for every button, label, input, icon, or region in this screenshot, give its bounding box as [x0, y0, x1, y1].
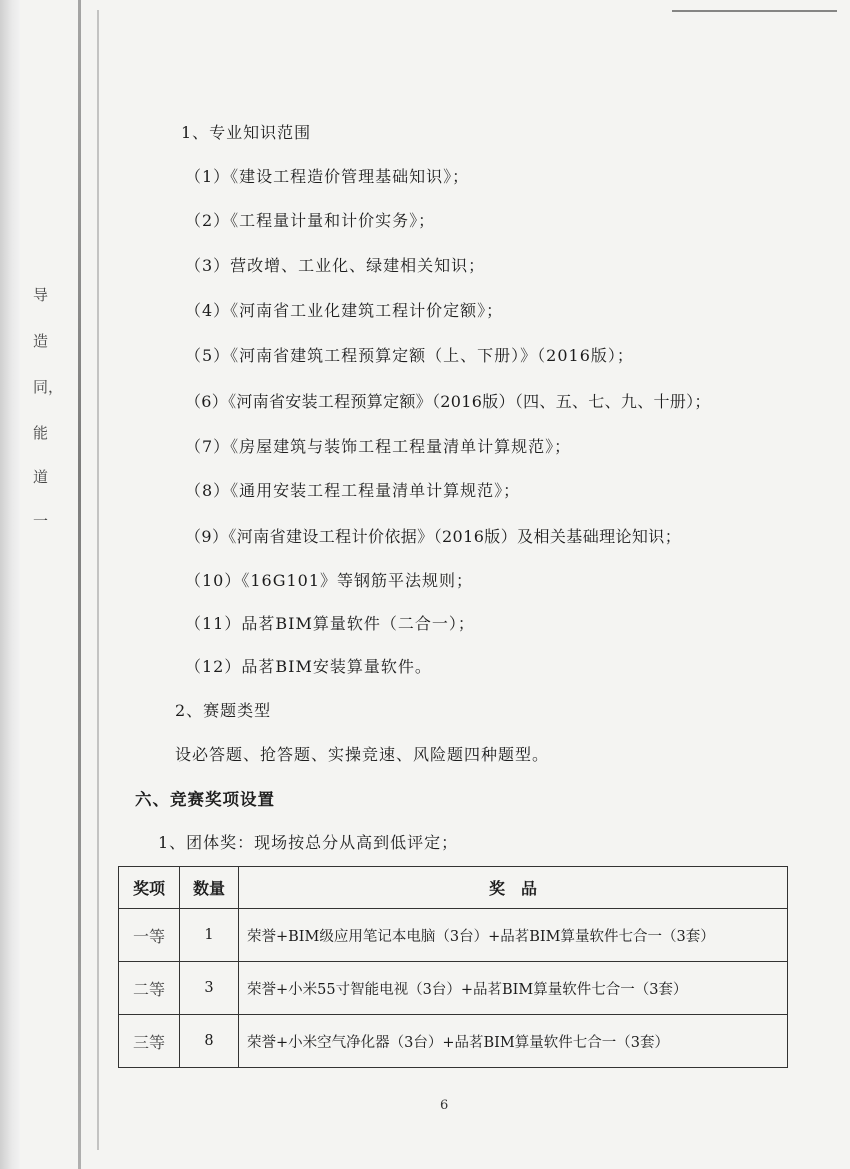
table-row: [119, 962, 788, 1015]
table-row: [119, 1015, 788, 1068]
list-item: （11）品茗BIM算量软件（二合一）；: [185, 614, 475, 633]
scan-left-edge: [0, 0, 20, 1169]
table-header-row: [119, 867, 788, 909]
binding-shadow-line-secondary: [97, 10, 99, 1150]
header-prize: 奖 品: [239, 867, 788, 909]
cell-prize: 荣誉+小米55寸智能电视（3台）+品茗BIM算量软件七合一（3套）: [239, 962, 788, 1015]
list-item: （12）品茗BIM安装算量软件。: [185, 657, 432, 676]
cell-grade: 二等: [119, 962, 180, 1015]
list-item: （2）《工程量计量和计价实务》；: [185, 211, 436, 230]
header-grade: 奖项: [119, 867, 180, 909]
cell-count: 8: [180, 1015, 239, 1068]
margin-char: 一: [33, 512, 49, 530]
list-item: （6）《河南省安装工程预算定额》（2016版）（四、五、七、九、十册）；: [185, 392, 711, 411]
margin-char: 道: [33, 468, 49, 486]
paragraph-question-types: 设必答题、抢答题、实操竞速、风险题四种题型。: [175, 745, 550, 764]
table-row: [119, 909, 788, 962]
margin-char: 导: [33, 286, 49, 304]
list-item: （9）《河南省建设工程计价依据》（2016版）及相关基础理论知识；: [185, 527, 682, 546]
cell-count: 3: [180, 962, 239, 1015]
cell-grade: 一等: [119, 909, 180, 962]
binding-shadow-line: [78, 0, 81, 1169]
chapter-heading-awards: 六、竞赛奖项设置: [135, 790, 275, 809]
margin-char: 造: [33, 332, 49, 350]
list-item: （10）《16G101》等钢筋平法规则；: [185, 571, 474, 590]
list-item: （5）《河南省建筑工程预算定额（上、下册）》（2016版）；: [185, 346, 634, 365]
section-heading-knowledge-scope: 1、专业知识范围: [181, 123, 312, 142]
awards-table: [118, 866, 788, 1068]
margin-char: 同，: [33, 378, 64, 396]
list-item: （3）营改增、工业化、绿建相关知识；: [185, 256, 486, 275]
cell-count: 1: [180, 909, 239, 962]
page-number: 6: [440, 1098, 449, 1113]
list-item: （7）《房屋建筑与装饰工程工程量清单计算规范》；: [185, 437, 572, 456]
cell-grade: 三等: [119, 1015, 180, 1068]
paragraph-team-award: 1、团体奖：现场按总分从高到低评定；: [158, 833, 459, 852]
list-item: （8）《通用安装工程工程量清单计算规范》；: [185, 481, 521, 500]
top-rule-fragment: [672, 10, 837, 12]
list-item: （1）《建设工程造价管理基础知识》；: [185, 167, 470, 186]
section-heading-question-types: 2、赛题类型: [175, 701, 272, 720]
header-count: 数量: [180, 867, 239, 909]
list-item: （4）《河南省工业化建筑工程计价定额》；: [185, 301, 504, 320]
cell-prize: 荣誉+小米空气净化器（3台）+品茗BIM算量软件七合一（3套）: [239, 1015, 788, 1068]
cell-prize: 荣誉+BIM级应用笔记本电脑（3台）+品茗BIM算量软件七合一（3套）: [239, 909, 788, 962]
margin-char: 能: [33, 424, 49, 442]
